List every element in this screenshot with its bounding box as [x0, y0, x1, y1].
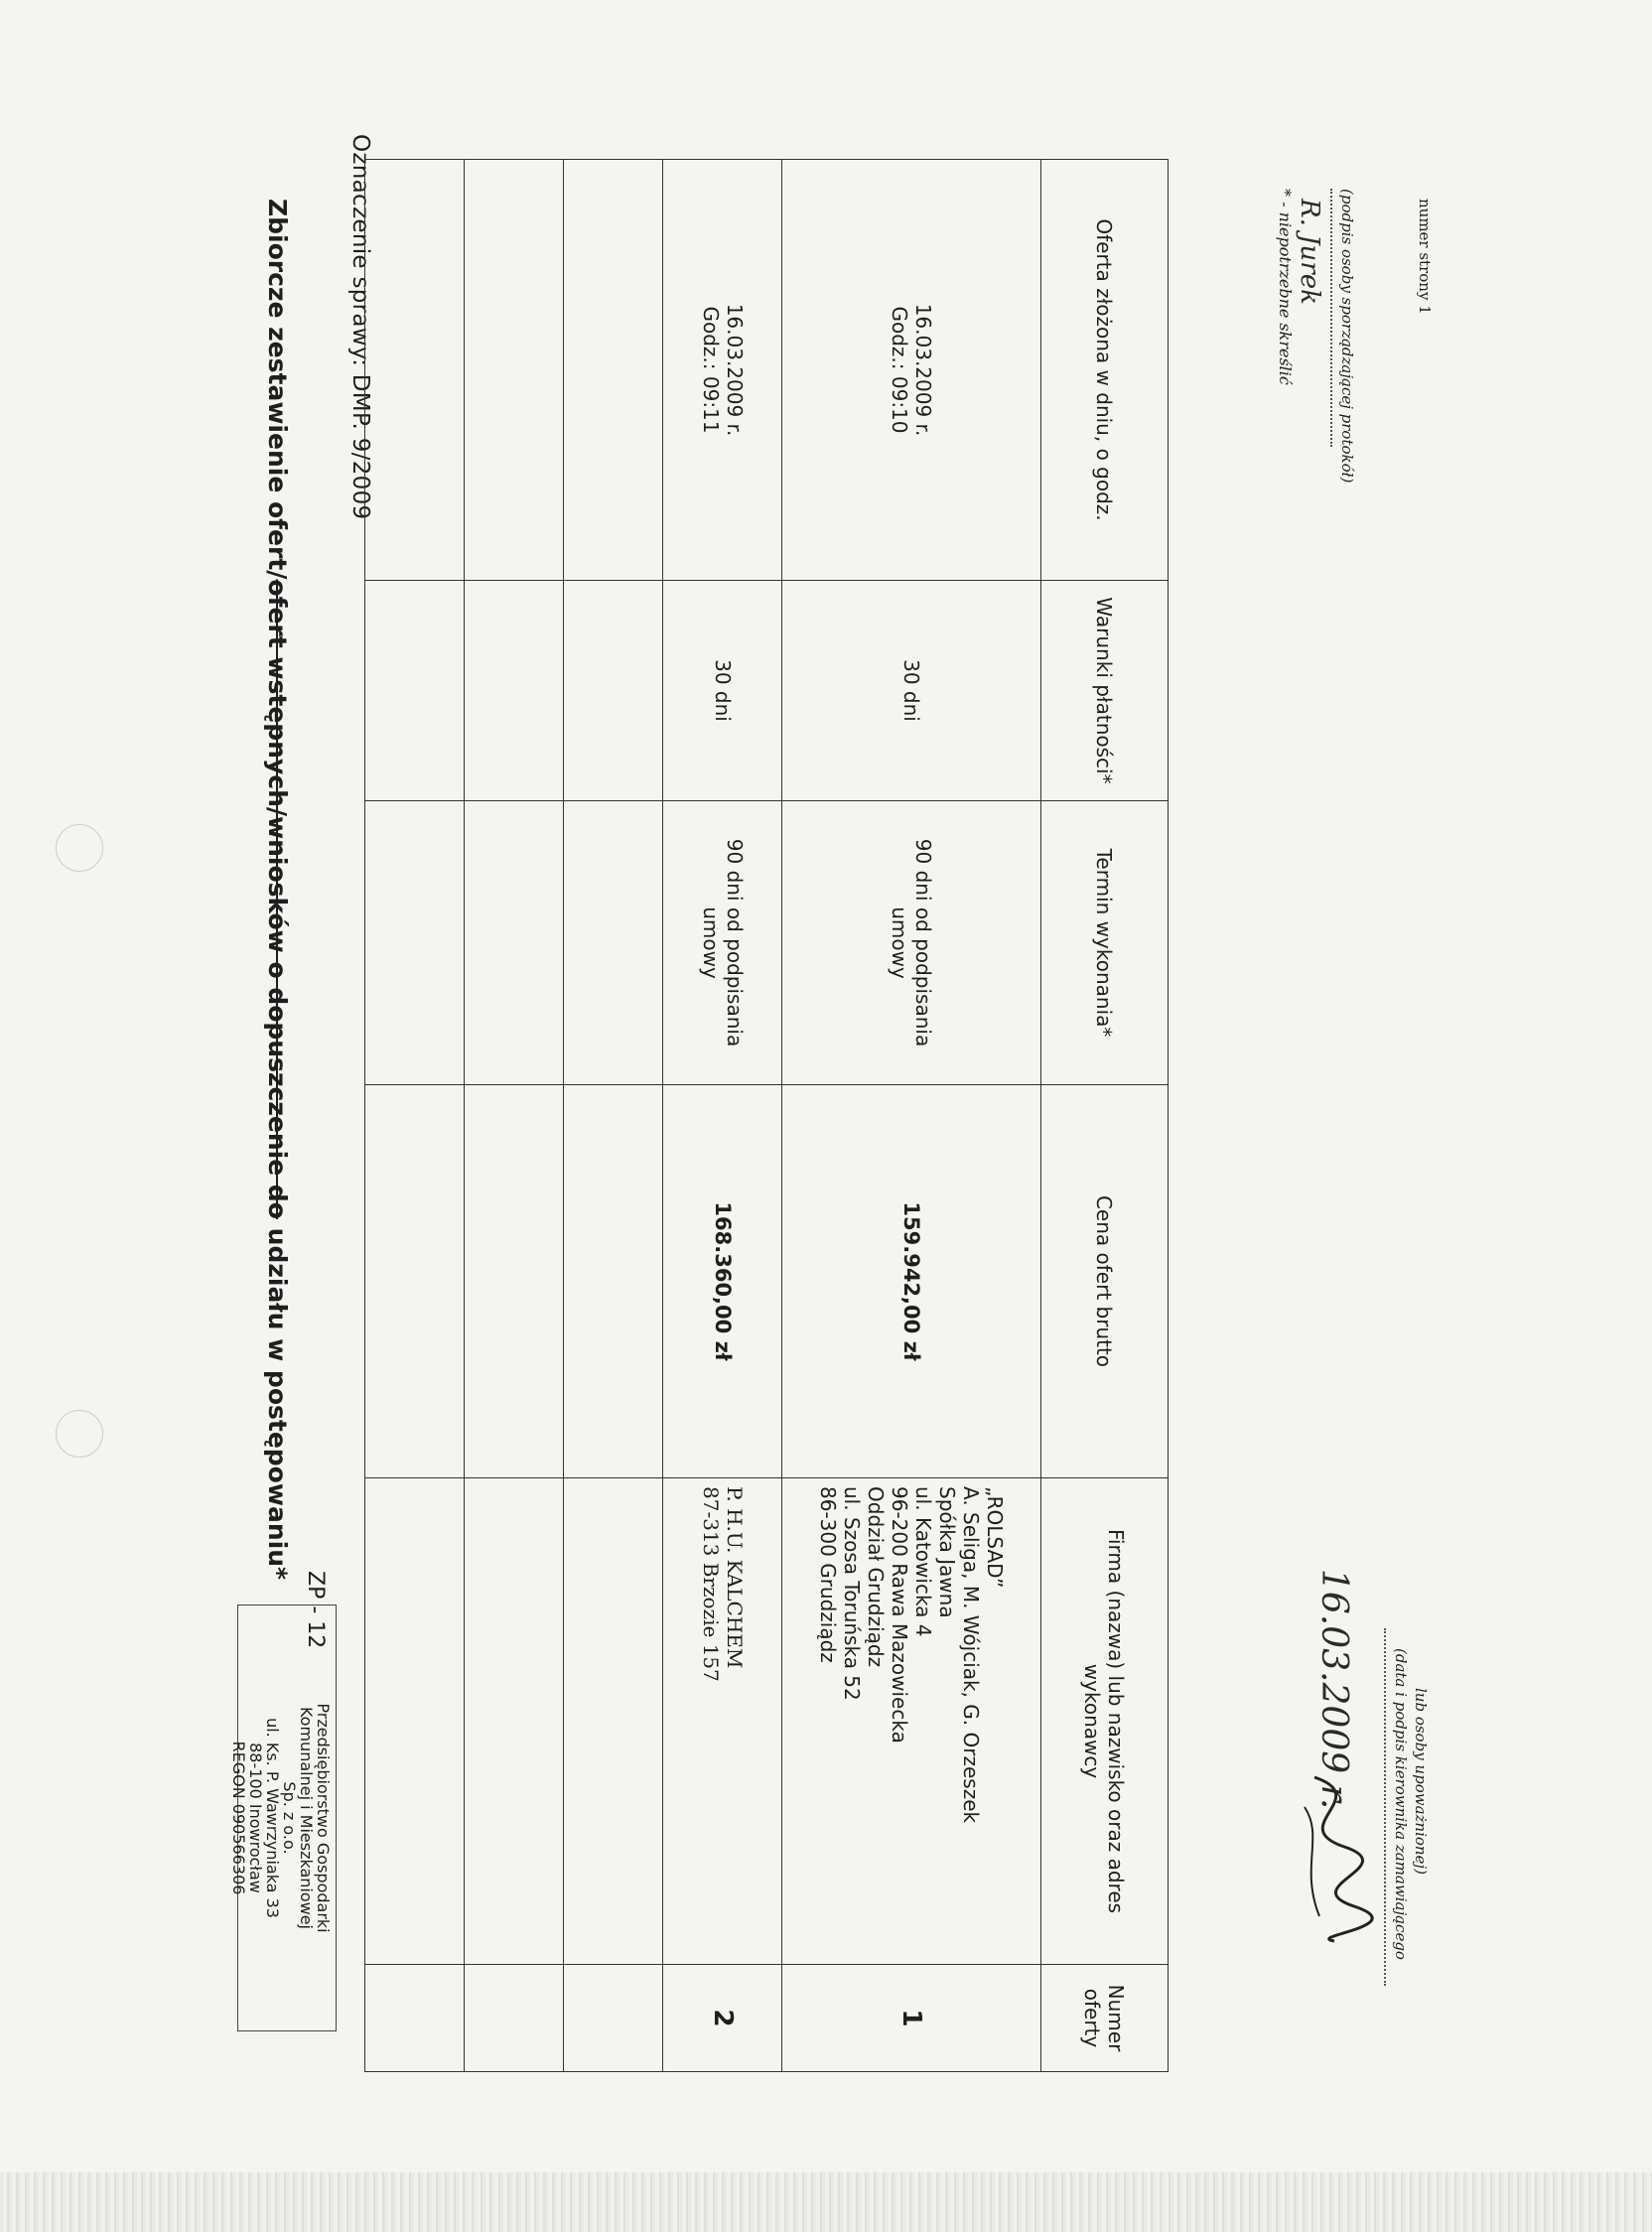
header-price: Cena ofert brutto	[1092, 1194, 1117, 1368]
header-submitted: Oferta złożona w dniu, o godz.	[1092, 218, 1117, 521]
offer-term: 90 dni od podpisania umowy	[698, 838, 747, 1047]
form-code: ZP - 12	[303, 1571, 328, 1649]
header-payment: Warunki płatności*	[1092, 597, 1117, 784]
footnote: * - niepotrzebne skreślić	[1276, 189, 1295, 385]
signature-scribble	[1275, 1767, 1384, 1946]
title-struck-part: ofert wstępnych/wniosków o dopuszczenie do	[263, 579, 292, 1219]
stamp-line: Przedsiębiorstwo Gospodarki	[314, 1703, 333, 1933]
offer-number: 1	[896, 2009, 927, 2027]
stamp-line: Sp. z o.o.	[280, 1781, 299, 1855]
right-signature-caption-2: lub osoby upoważnionej)	[1412, 1688, 1430, 1875]
offer-submitted: 16.03.2009 r. Godz.: 09:10	[888, 303, 936, 437]
document-title	[263, 199, 292, 1580]
offer-number: 2	[707, 2009, 738, 2027]
table-row-empty	[365, 160, 465, 2072]
right-signature-caption-1: (data i podpis kierownika zamawiającego	[1392, 1648, 1410, 1960]
offer-term: 90 dni od podpisania umowy	[888, 838, 936, 1047]
offer-price: 168.360,00 zł	[710, 1201, 735, 1361]
stamp-line: REGON 090566306	[229, 1741, 248, 1895]
offer-payment: 30 dni	[710, 659, 735, 722]
table-row-offer-2	[663, 160, 782, 2072]
left-signature: R. Jurek	[1295, 199, 1324, 305]
left-signature-line	[1330, 189, 1332, 447]
table-row-empty	[564, 160, 663, 2072]
offer-payment: 30 dni	[899, 659, 924, 722]
offer-firm: „ROLSAD” A. Seliga, M. Wójciak, G. Orzeszek Spółka Jawna ul. Katowicka 4 96-200 Rawa Mazowiecka Oddział Grudziądz ul. Szosa Toruńska 52 86-300 Grudziądz	[816, 1486, 1008, 1824]
header-term: Termin wykonania*	[1092, 848, 1117, 1038]
case-number: Oznaczenie sprawy: DMP. 9/2009	[347, 134, 373, 520]
right-signature-line	[1384, 1628, 1386, 1986]
stamp-line: Komunalnej i Mieszkaniowej	[297, 1706, 316, 1929]
table-header-row	[1040, 160, 1168, 2072]
table-row-empty	[465, 160, 564, 2072]
page-number: numer strony 1	[1416, 199, 1434, 315]
left-signature-caption: (podpis osoby sporządzającej protokół)	[1338, 189, 1356, 484]
punch-hole	[56, 1410, 103, 1458]
company-stamp	[229, 1604, 337, 2031]
punch-hole	[56, 824, 103, 872]
table-row-offer-1	[782, 160, 1040, 2072]
stamp-line: ul. Ks. P. Wawrzyniaka 33	[263, 1718, 282, 1918]
title-prefix: Zbiorcze zestawienie ofert/	[263, 199, 292, 580]
handwritten-date: 16.03.2009 r.	[1313, 1569, 1354, 1810]
header-number: Numer oferty	[1080, 1984, 1129, 2052]
stamp-line: 88-100 Inowrocław	[246, 1743, 265, 1893]
offers-table	[364, 159, 1169, 2072]
offer-submitted: 16.03.2009 r. Godz.: 09:11	[698, 303, 747, 437]
offer-firm: P. H.U. KALCHEM 87-313 Brzozie 157	[698, 1486, 747, 1682]
header-firm: Firma (nazwa) lub nazwisko oraz adres wykonawcy	[1080, 1528, 1129, 1914]
offer-price: 159.942,00 zł	[899, 1201, 924, 1361]
title-suffix: udziału w postępowaniu*	[263, 1218, 292, 1581]
